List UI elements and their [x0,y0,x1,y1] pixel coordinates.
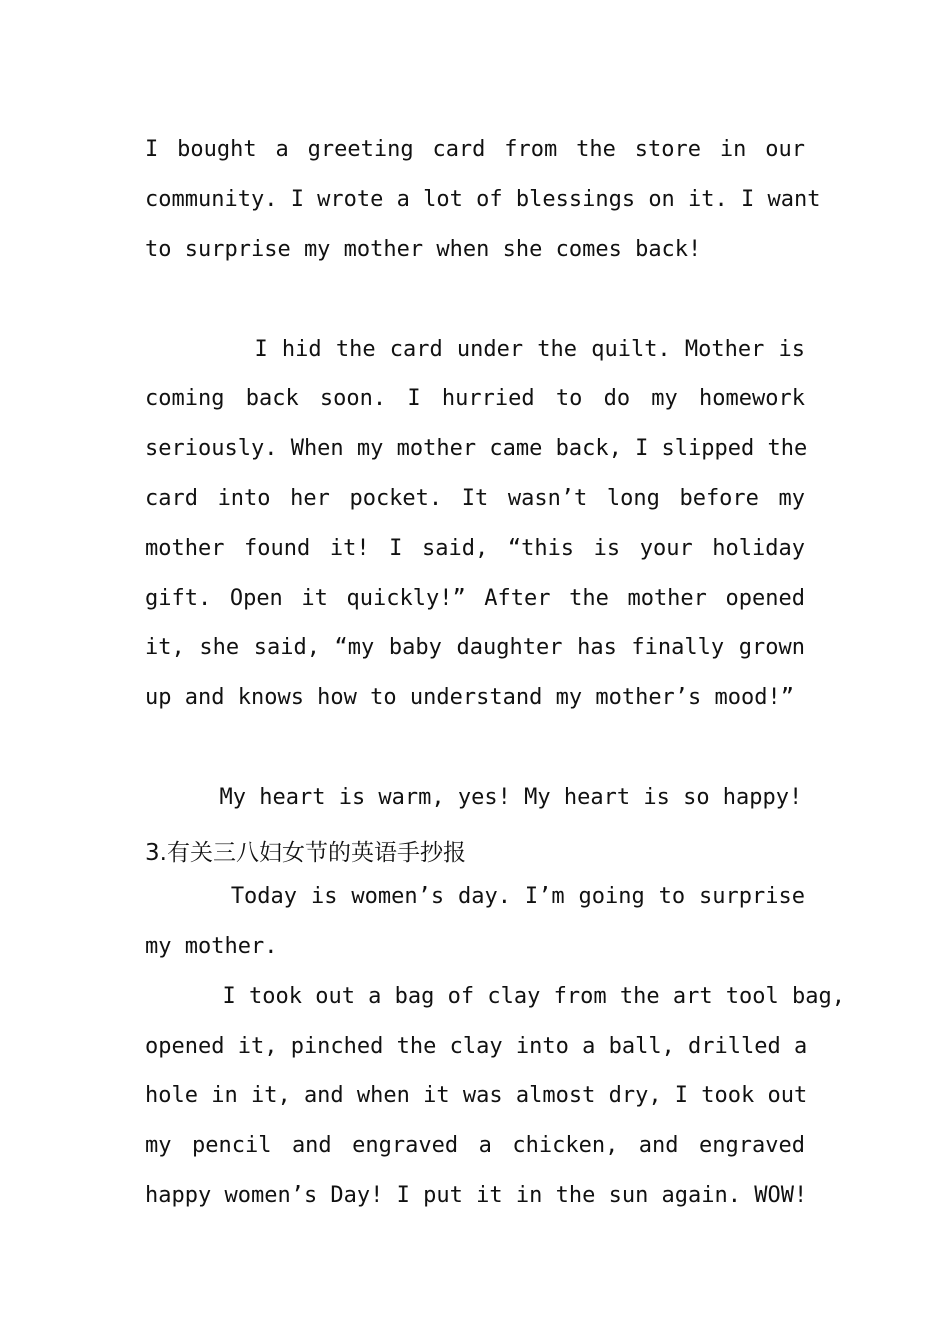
paragraph-line: card into her pocket. It wasn’t long before my [145,486,805,511]
paragraph-line: gift. Open it quickly!” After the mother opened [145,586,805,611]
paragraph-line: hole in it, and when it was almost dry, I took out [145,1083,808,1108]
paragraph-line: it, she said, “my baby daughter has finally grown [145,635,805,660]
paragraph-line: community. I wrote a lot of blessings on it. I want [145,187,821,212]
paragraph-line: my mother. [145,934,278,959]
paragraph-line: I bought a greeting card from the store in our [145,137,805,162]
section-heading: 3.有关三八妇女节的英语手抄报 [145,840,466,866]
paragraph-line: happy women’s Day! I put it in the sun again. WOW! [145,1183,808,1208]
paragraph-line: Today is women’s day. I’m going to surprise [203,884,805,909]
paragraph-line: opened it, pinched the clay into a ball, drilled a [145,1034,808,1059]
paragraph-line: up and knows how to understand my mother’s mood!” [145,685,795,710]
paragraph-line: my pencil and engraved a chicken, and engraved [145,1133,805,1158]
paragraph-line: My heart is warm, yes! My heart is so happy! [193,785,803,810]
paragraph-line: coming back soon. I hurried to do my homework [145,386,805,411]
paragraph-line: I hid the card under the quilt. Mother is [212,337,805,362]
paragraph-line: I took out a bag of clay from the art tool bag, [196,984,846,1009]
paragraph-line: to surprise my mother when she comes back! [145,237,702,262]
paragraph-line: mother found it! I said, “this is your holiday [145,536,805,561]
paragraph-line: seriously. When my mother came back, I slipped the [145,436,808,461]
